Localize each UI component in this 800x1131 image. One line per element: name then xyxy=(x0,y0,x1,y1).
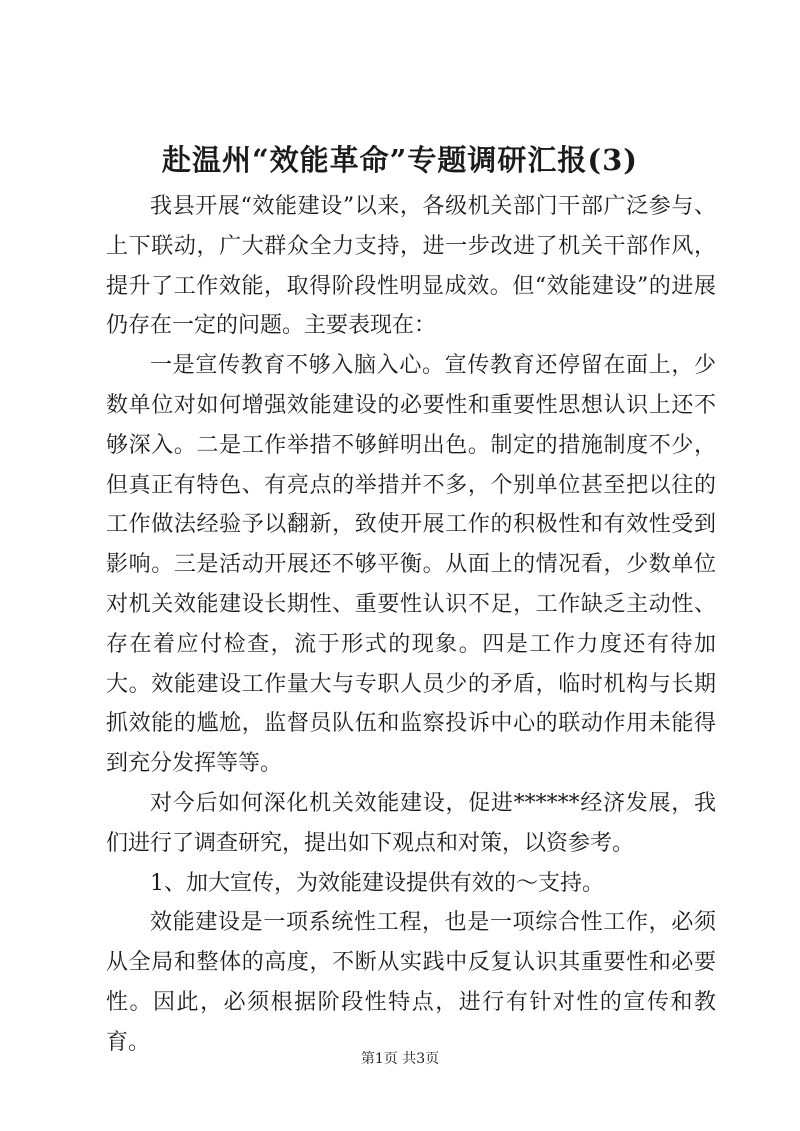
document-body xyxy=(106,187,716,1063)
paragraph-intro: 我县开展“效能建设”以来，各级机关部门干部广泛参与、上下联动，广大群众全力支持，进一步改进了机关干部作风，提升了工作效能，取得阶段性明显成效。但“效能建设”的进展仍存在一定的问题。主要表现在： xyxy=(106,194,716,339)
paragraph-section-1: 效能建设是一项系统性工程，也是一项综合性工作，必须从全局和整体的高度，不断从实践中反复认识其重要性和必要性。因此，必须根据阶段性特点，进行有针对性的宣传和教育。 xyxy=(106,910,716,1055)
page-footer: 第1页 共3页 xyxy=(360,1051,440,1067)
section-heading-1: 1、加大宣传，为效能建设提供有效的～支持。 xyxy=(150,870,604,896)
paragraph-problems: 一是宣传教育不够入脑入心。宣传教育还停留在面上，少数单位对如何增强效能建设的必要性和重要性思想认识上还不够深入。二是工作举措不够鲜明出色。制定的措施制度不少，但真正有特色、有亮点的举措并不多，个别单位甚至把以往的工作做法经验予以翻新，致使开展工作的积极性和有效性受到影响。三是活动开展还不够平衡。从面上的情况看，少数单位对机关效能建设长期性、重要性认识不足，工作缺乏主动性、存在着应付检查，流于形式的现象。四是工作力度还有待加大。效能建设工作量大与专职人员少的矛盾，临时机构与长期抓效能的尴尬，监督员队伍和监察投诉中心的联动作用未能得到充分发挥等等。 xyxy=(106,353,716,777)
paragraph-research: 对今后如何深化机关效能建设，促进******经济发展，我们进行了调查研究，提出如下观点和对策，以资参考。 xyxy=(106,790,716,856)
document-title: 赴温州“效能革命”专题调研汇报(3) xyxy=(162,143,638,177)
